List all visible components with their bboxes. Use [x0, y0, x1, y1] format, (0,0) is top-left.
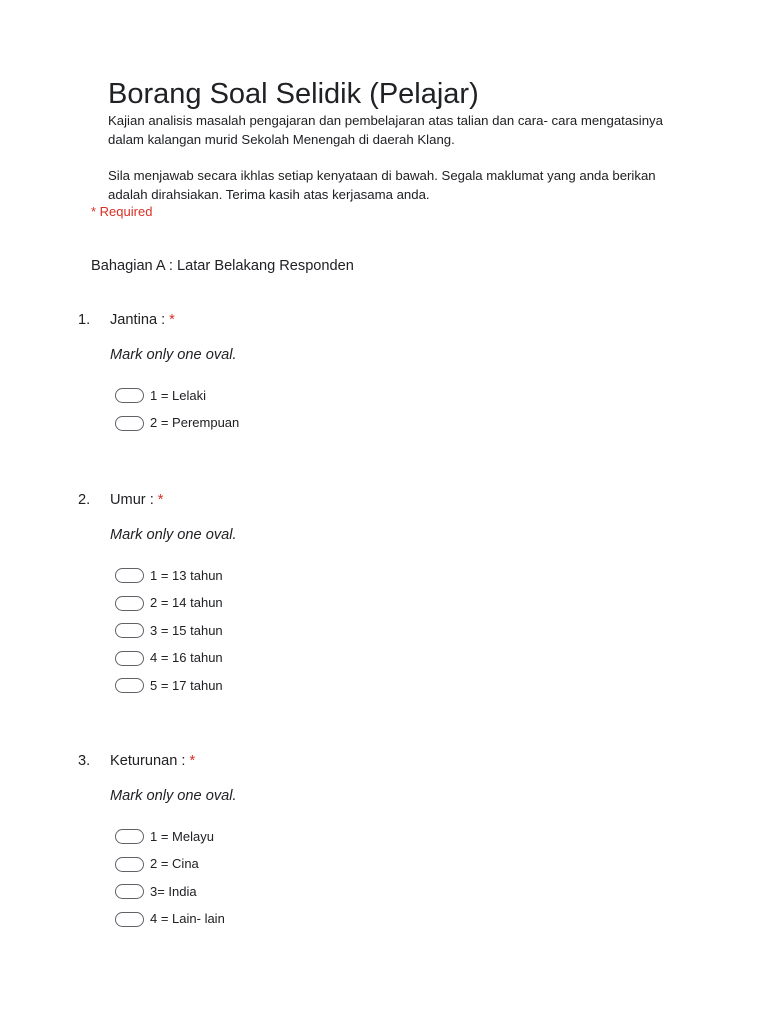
option-lelaki[interactable] [115, 382, 239, 410]
option-15-tahun[interactable] [115, 617, 223, 645]
question-label: Jantina : [110, 312, 166, 328]
question-title [110, 490, 163, 510]
question-title [110, 310, 175, 330]
option-label: 4 = Lain- lain [150, 911, 225, 927]
radio-oval[interactable] [115, 912, 144, 927]
option-label: 1 = 13 tahun [150, 567, 223, 583]
option-label: 2 = Perempuan [150, 415, 240, 431]
section-title: Bahagian A : Latar Belakang Responden [91, 258, 354, 274]
radio-oval[interactable] [115, 623, 144, 638]
radio-oval[interactable] [115, 884, 144, 899]
option-label: 2 = 14 tahun [150, 595, 223, 611]
option-label: 5 = 17 tahun [150, 677, 223, 693]
question-hint: Mark only one oval. [110, 527, 237, 543]
radio-oval[interactable] [115, 678, 144, 693]
form-description-instructions: Sila menjawab secara ikhlas setiap kenyataan di bawah. Segala maklumat yang anda berikan adalah dirahsiakan. Terima kasih atas kerjasama anda. [108, 168, 656, 202]
option-melayu[interactable] [115, 823, 225, 851]
form-description-intro: Kajian analisis masalah pengajaran dan pembelajaran atas talian dan cara- cara mengatasinya dalam kalangan murid Sekolah Menengah di daerah Klang. [108, 113, 663, 147]
option-label: 2 = Cina [150, 856, 199, 872]
option-16-tahun[interactable] [115, 645, 223, 673]
option-list [115, 562, 223, 700]
required-star: * [157, 492, 164, 508]
form-title: Borang Soal Selidik (Pelajar) [108, 78, 479, 110]
radio-oval[interactable] [115, 857, 144, 872]
question-label: Keturunan : [110, 753, 186, 769]
question-number: 1. [78, 312, 91, 328]
option-cina[interactable] [115, 851, 225, 879]
radio-oval[interactable] [115, 829, 144, 844]
radio-oval[interactable] [115, 416, 144, 431]
radio-oval[interactable] [115, 388, 144, 403]
option-13-tahun[interactable] [115, 562, 223, 590]
option-list [115, 382, 239, 437]
option-14-tahun[interactable] [115, 590, 223, 618]
radio-oval[interactable] [115, 651, 144, 666]
question-hint: Mark only one oval. [110, 788, 237, 804]
question-title [110, 751, 195, 771]
question-number: 3. [78, 753, 91, 769]
required-star: * [169, 312, 175, 328]
question-label: Umur : [110, 492, 154, 508]
option-label: 1 = Lelaki [150, 387, 207, 403]
question-hint: Mark only one oval. [110, 347, 237, 363]
option-label: 1 = Melayu [150, 828, 214, 844]
option-label: 3 = 15 tahun [150, 622, 223, 638]
option-label: 4 = 16 tahun [150, 650, 223, 666]
required-star: * [189, 753, 196, 769]
option-lain-lain[interactable] [115, 906, 225, 934]
required-note: * Required [91, 204, 153, 219]
option-list [115, 823, 225, 933]
question-number: 2. [78, 492, 91, 508]
option-label: 3= India [150, 883, 197, 899]
radio-oval[interactable] [115, 568, 144, 583]
option-perempuan[interactable] [115, 410, 239, 438]
option-india[interactable] [115, 878, 225, 906]
option-17-tahun[interactable] [115, 672, 223, 700]
radio-oval[interactable] [115, 596, 144, 611]
